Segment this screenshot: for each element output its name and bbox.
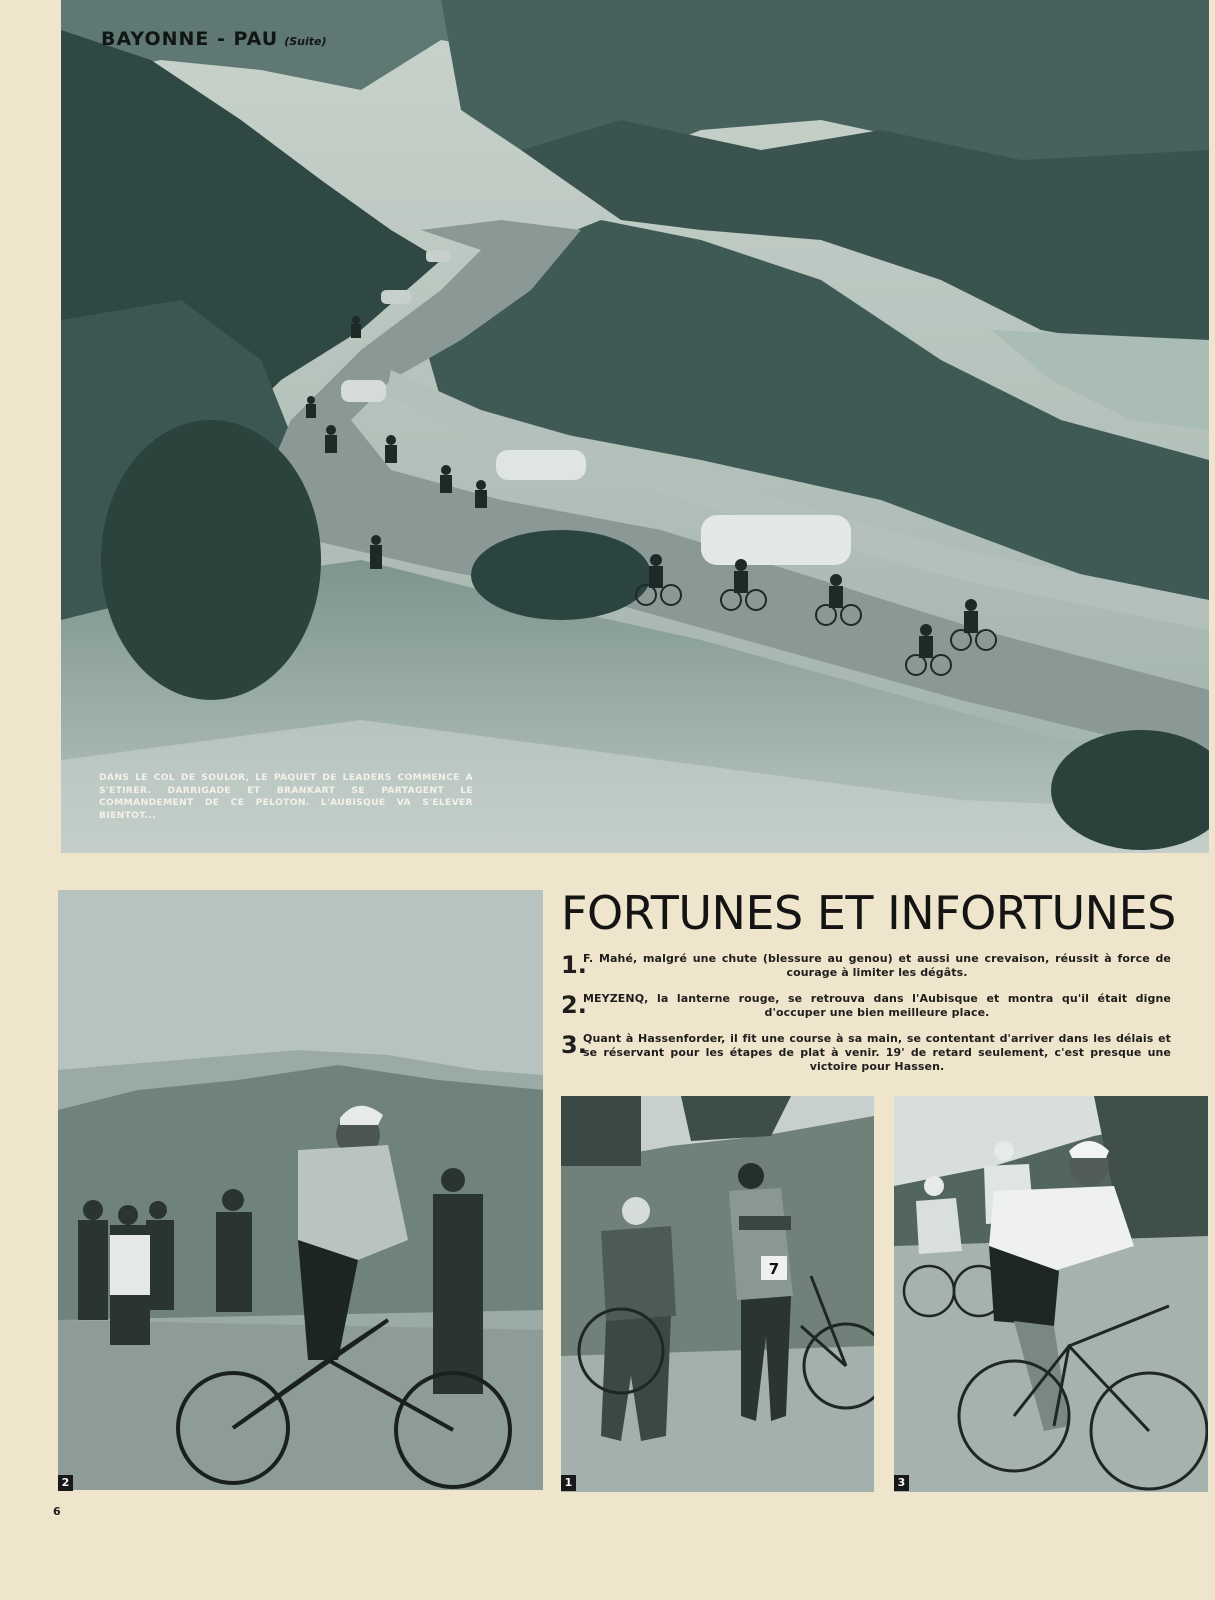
- article-item: [561, 992, 1171, 1020]
- item-number: 2.: [561, 991, 587, 1019]
- article-title: FORTUNES ET INFORTUNES: [561, 886, 1176, 940]
- item-number: 3.: [561, 1031, 587, 1059]
- photo-hassenforder: [894, 1096, 1208, 1492]
- stage-title: BAYONNE - PAU: [101, 28, 279, 50]
- item-text: Quant à Hassenforder, il fit une course à sa main, se contentant d'arriver dans les délais et se réservant pour les étapes de plat à venir. 19' de retard seulement, c'est presque une victoire pour Hassen.: [583, 1032, 1171, 1073]
- article-item: [561, 1032, 1171, 1074]
- col-du-soulor-landscape: [61, 0, 1209, 853]
- page-number: 6: [53, 1505, 61, 1518]
- photo-3-badge: 3: [894, 1475, 909, 1491]
- stage-title-suffix: (Suite): [284, 35, 327, 48]
- photo-meyzenq: [58, 890, 543, 1490]
- hero-photo: [61, 0, 1209, 853]
- item-number: 1.: [561, 951, 587, 979]
- item-text: F. Mahé, malgré une chute (blessure au genou) et aussi une crevaison, réussit à force de courage à limiter les dégâts.: [583, 952, 1171, 979]
- hassenforder-climbing-scene: [894, 1096, 1208, 1492]
- photo-mahe: [561, 1096, 874, 1492]
- article-item: [561, 952, 1171, 980]
- meyzenq-climbing-scene: [58, 890, 543, 1490]
- item-text: MEYZENQ, la lanterne rouge, se retrouva dans l'Aubisque et montra qu'il était digne d'occuper une bien meilleure place.: [583, 992, 1171, 1019]
- article-items: [561, 952, 1171, 1086]
- photo-2-badge: 2: [58, 1475, 73, 1491]
- hero-heading: [101, 28, 327, 50]
- hero-caption: DANS LE COL DE SOULOR, LE PAQUET DE LEADERS COMMENCE A S'ETIRER. DARRIGADE ET BRANKART SE PARTAGENT LE COMMANDEMENT DE CE PELOTON. L'AUBISQUE VA S'ELEVER BIENTOT...: [99, 772, 473, 821]
- rider-bib-number: 7: [768, 1260, 780, 1278]
- mahe-roadside-scene: [561, 1096, 874, 1492]
- photo-1-badge: 1: [561, 1475, 576, 1491]
